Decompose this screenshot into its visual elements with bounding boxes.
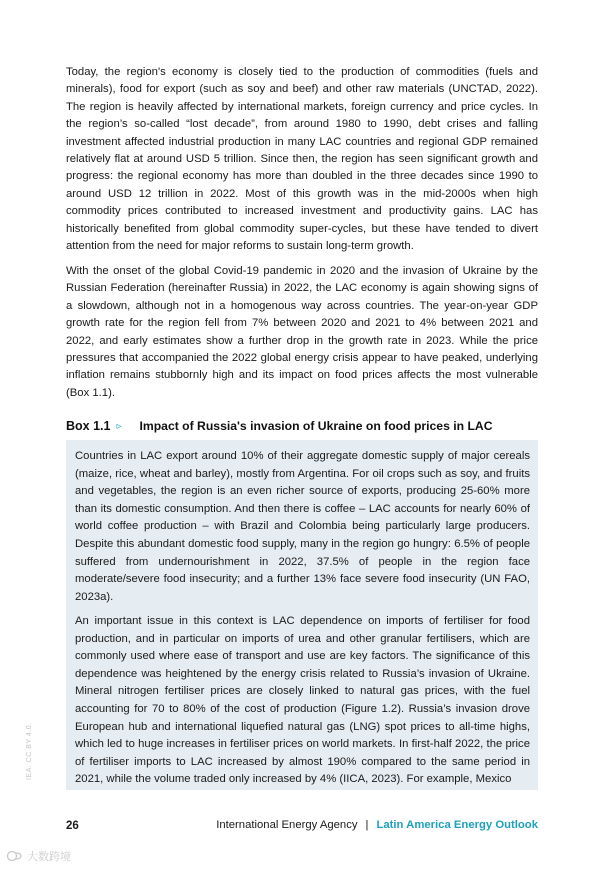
box-header (66, 416, 538, 436)
watermark-text: 大数跨境 (27, 851, 71, 863)
page-number: 26 (66, 820, 79, 832)
box-content (66, 440, 538, 790)
watermark (6, 848, 71, 864)
footer-separator: | (365, 819, 369, 831)
body-paragraph-slowdown: With the onset of the global Covid-19 pandemic in 2020 and the invasion of Ukraine by the Russian Federation (hereinafter Russia) in 2022, the LAC economy is again showing signs of a slowdown, although not in a homogenous way across countries. The year-on-year GDP growth rate for the region fell from 7% between 2020 and 2021 to 4% between 2021 and 2022, and early estimates show a further drop in the growth rate in 2023. While the price pressures that accompanied the 2022 global energy crisis appear to have peaked, underlying inflation remains stubbornly high and its impact on food prices affects the most vulnerable (Box 1.1). (66, 265, 538, 399)
footer-publication: Latin America Energy Outlook (376, 819, 538, 831)
footer (216, 819, 538, 831)
watermark-logo-icon (6, 850, 24, 862)
license-note: IEA. CC BY 4.0. (26, 722, 33, 780)
body-paragraph-economy: Today, the region's economy is closely tied to the production of commodities (fuels and minerals), food for export (such as soy and beef) and other raw materials (UNCTAD, 2022). The region is heavily affected by international markets, foreign currency and price cycles. In the region’s so-called “lost decade”, from around 1980 to 1990, debt crises and falling investment affected industrial production in many LAC countries and regional GDP remained relatively flat at around USD 5 trillion. Since then, the region has seen significant growth and progress: the regional economy has more than doubled in the three decades since 1990 to around USD 12 trillion in 2022. Most of this growth was in the mid-2000s when high commodity prices contributed to increased investment and productivity gains. LAC has historically benefited from global commodity super-cycles, but these have tended to divert attention from the need for major reforms to sustain long-term growth. (66, 66, 538, 253)
box-paragraph-fertiliser: An important issue in this context is LAC dependence on imports of fertiliser for food production, and in particular on imports of urea and other granular fertilisers, which are commonly used where ease of transport and use are key factors. The significance of this dependence was heightened by the energy crisis related to Russia’s invasion of Ukraine. Mineral nitrogen fertiliser prices are closely linked to natural gas prices, with the fuel accounting for 70 to 80% of the cost of production (Figure 1.2). Russia’s invasion drove European hub and international liquefied natural gas (LNG) spot prices to all-time highs, which led to huge increases in fertiliser prices on world markets. In first-half 2022, the price of fertiliser imports to LAC increased by almost 190% compared to the same period in 2021, while the volume traded only increased by 4% (IICA, 2023). For example, Mexico (75, 615, 530, 786)
box-label: Box 1.1 (66, 419, 111, 433)
box-paragraph-food-supply: Countries in LAC export around 10% of their aggregate domestic supply of major cereals (maize, rice, wheat and barley), mostly from Argentina. For oil crops such as soy, and fruits and vegetables, the region is an even richer source of exports, producing 25-60% more than its domestic consumption. And then there is coffee – LAC accounts for nearly 60% of world coffee production – with Brazil and Colombia being particularly large producers. Despite this abundant domestic food supply, many in the region go hungry: 6.5% of people suffered from undernourishment in 2022, 37.5% of people in the region face moderate/severe food insecurity; and a further 13% face severe food insecurity (UN FAO, 2023a). (75, 450, 530, 603)
box-arrow-icon: ▹ (116, 420, 122, 432)
box-title: Impact of Russia's invasion of Ukraine on food prices in LAC (139, 419, 493, 433)
footer-organization: International Energy Agency (216, 819, 358, 831)
